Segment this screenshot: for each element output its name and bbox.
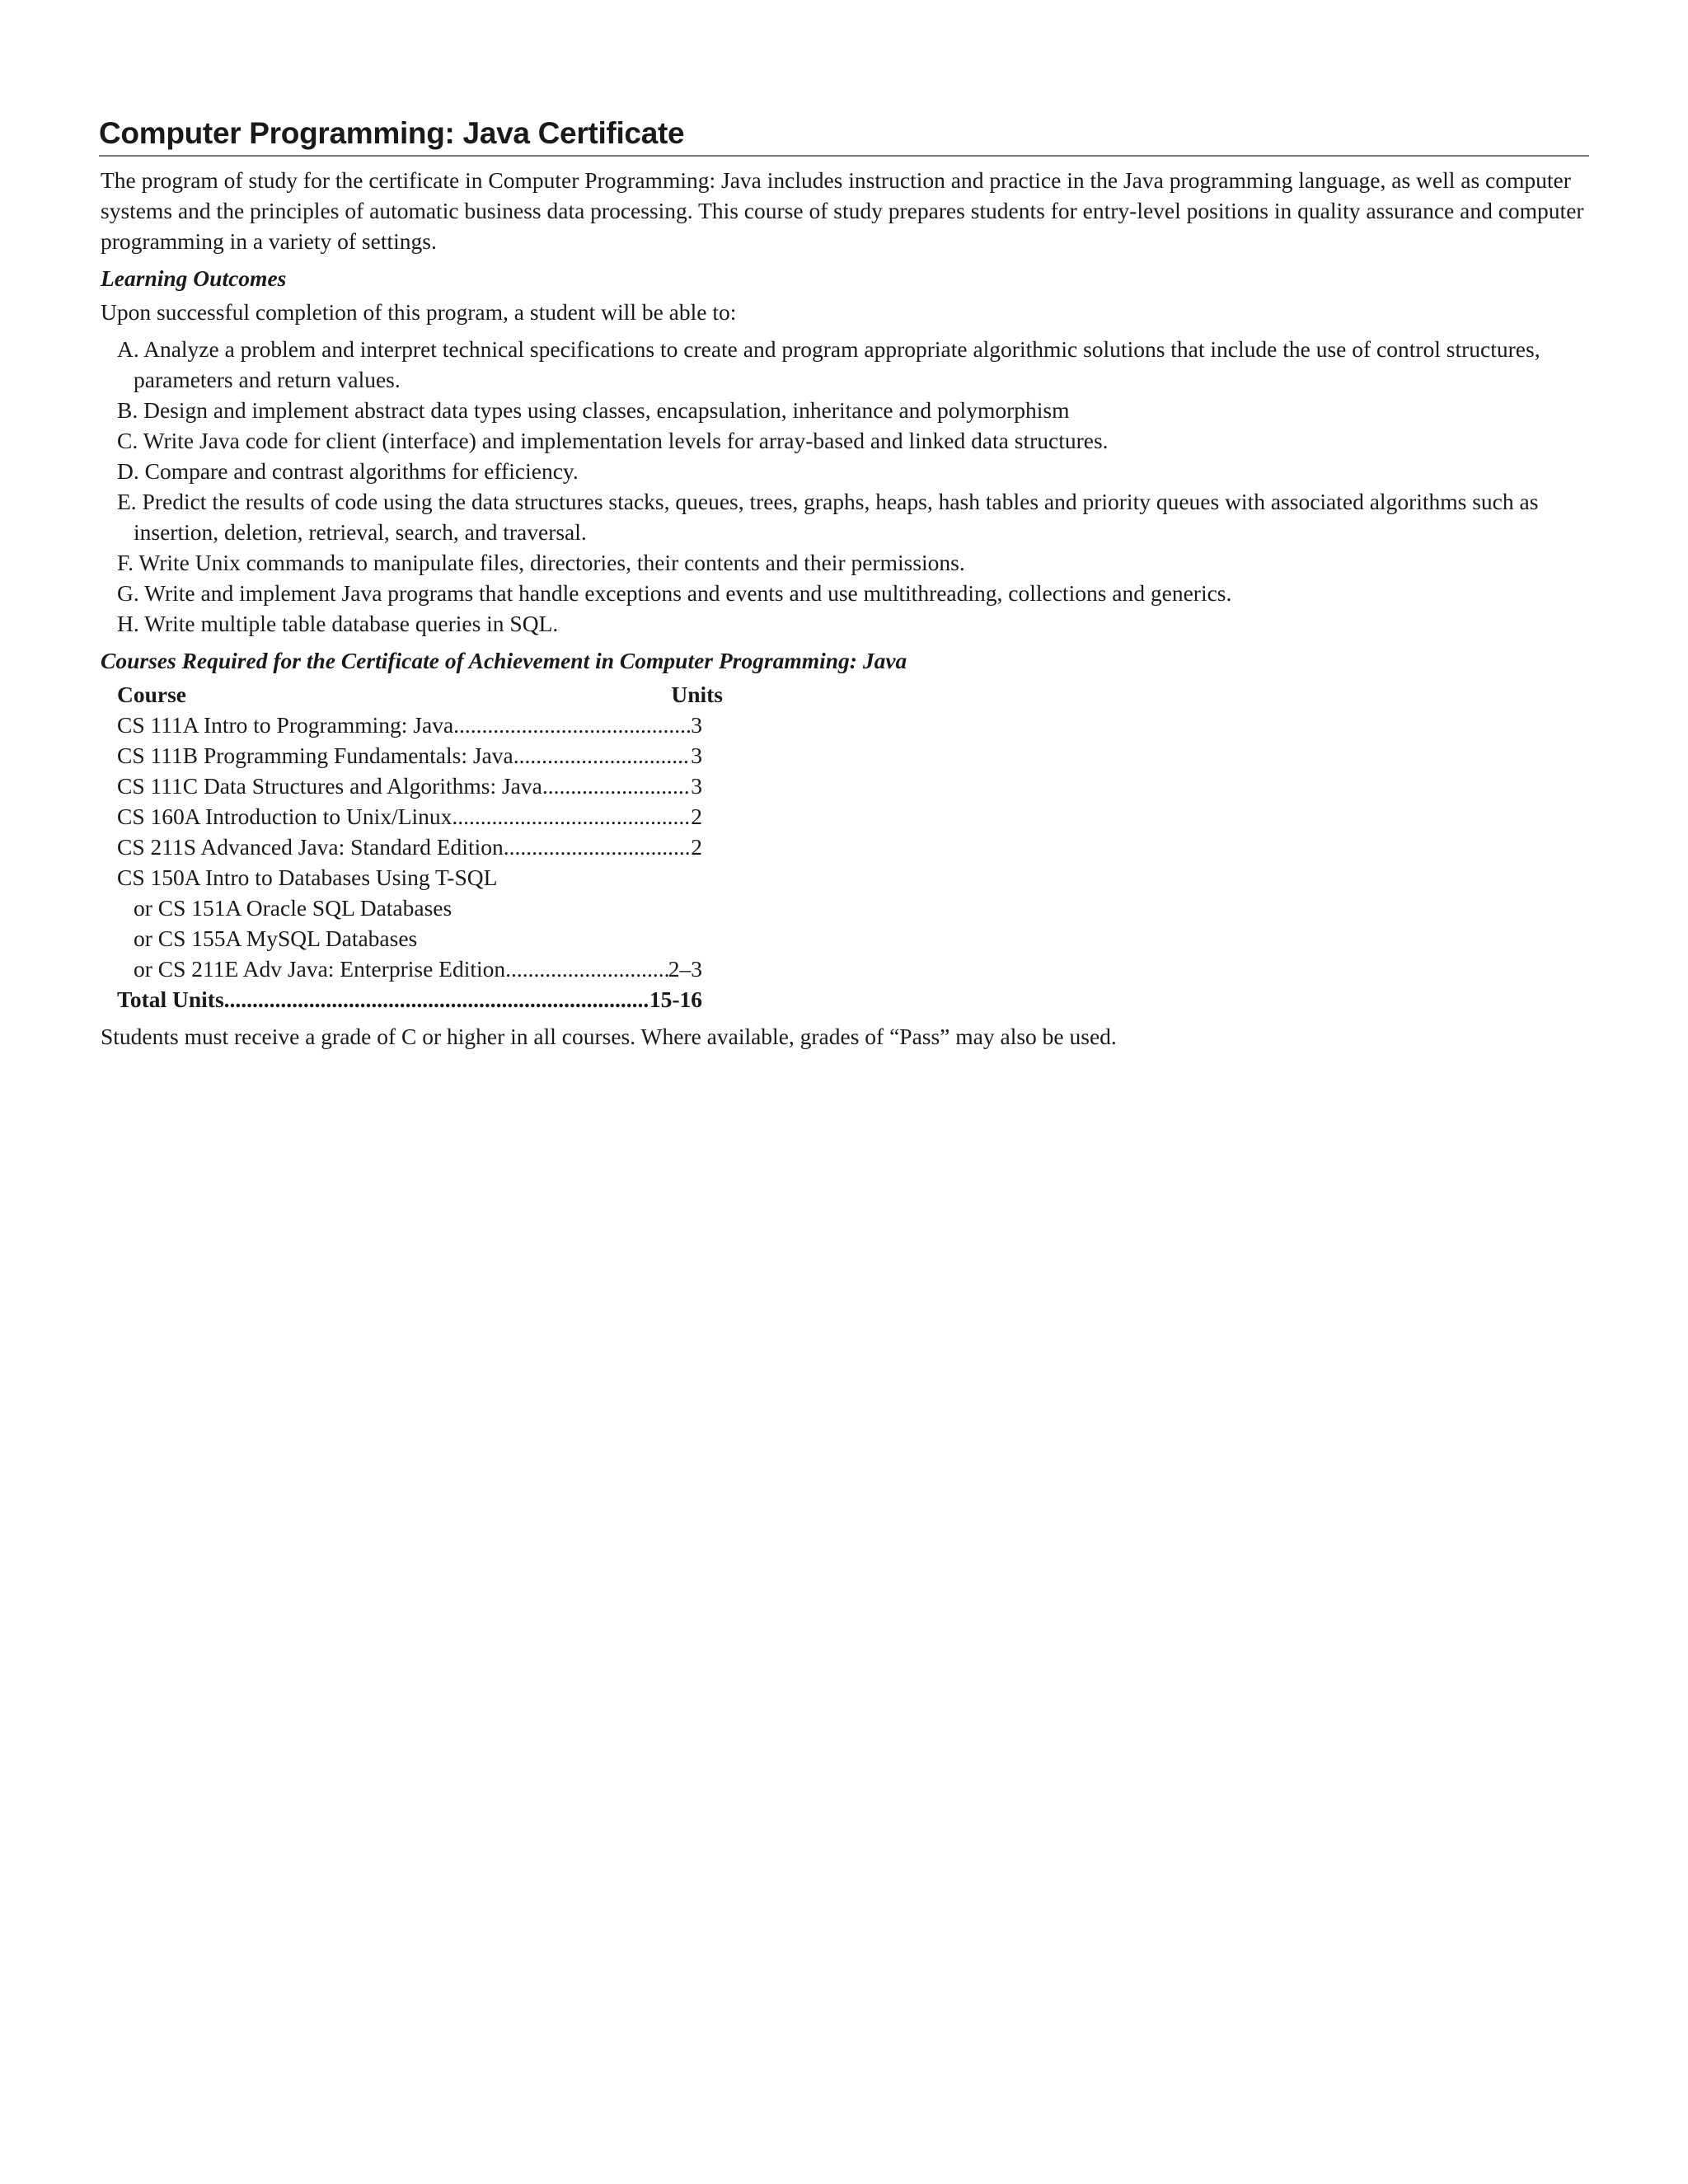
course-units: 2 [691, 834, 702, 860]
course-units: 3 [691, 773, 702, 799]
units-column-header: Units [671, 682, 723, 707]
course-option-first: CS 150A Intro to Databases Using T-SQL [117, 865, 498, 890]
total-units-row [117, 984, 702, 1015]
course-name: CS 111C Data Structures and Algorithms: Java [117, 773, 542, 799]
course-option-alternative: or CS 155A MySQL Databases [134, 926, 418, 951]
dot-leader [513, 740, 692, 771]
course-name: CS 160A Introduction to Unix/Linux [117, 804, 452, 829]
page-title: Computer Programming: Java Certificate [99, 114, 1589, 157]
outcome-item: C. Write Java code for client (interface) and implementation levels for array-based and linked data structures. [117, 428, 1109, 453]
course-option-alternative: or CS 211E Adv Java: Enterprise Edition [134, 956, 506, 982]
course-units: 3 [691, 743, 702, 768]
dot-leader [505, 954, 668, 984]
course-row [117, 710, 702, 740]
courses-table-header [117, 679, 723, 710]
outcome-item: E. Predict the results of code using the data structures stacks, queues, trees, graphs, heaps, hash tables and priority queues with associated algorithms such as insertion, deletion, retrieval, search, and traversal. [117, 489, 1539, 545]
course-option-alternative: or CS 151A Oracle SQL Databases [134, 895, 452, 921]
document-page [99, 114, 1589, 1052]
outcome-item: A. Analyze a problem and interpret technical specifications to create and program appropriate algorithmic solutions that include the use of control structures, parameters and return values. [117, 336, 1540, 392]
course-units: 3 [691, 712, 702, 738]
outcome-item: B. Design and implement abstract data types using classes, encapsulation, inheritance and polymorphism [117, 397, 1070, 423]
courses-heading: Courses Required for the Certificate of Achievement in Computer Programming: Java [101, 648, 907, 673]
course-row [117, 740, 702, 771]
course-name: CS 111B Programming Fundamentals: Java [117, 743, 513, 768]
dot-leader [452, 801, 691, 832]
outcome-item: H. Write multiple table database queries in SQL. [117, 611, 559, 636]
dot-leader [504, 832, 692, 862]
dot-leader [224, 984, 649, 1015]
course-column-header: Course [117, 682, 187, 707]
learning-outcomes-list [99, 334, 1589, 639]
course-units: 2–3 [668, 956, 702, 982]
dot-leader [542, 771, 691, 801]
courses-table [117, 679, 723, 1015]
course-row [117, 771, 702, 801]
course-row [117, 801, 702, 832]
course-name: CS 211S Advanced Java: Standard Edition [117, 834, 504, 860]
course-name: CS 111A Intro to Programming: Java [117, 712, 454, 738]
course-row [117, 832, 702, 862]
course-units: 2 [691, 804, 702, 829]
outcome-item: F. Write Unix commands to manipulate files, directories, their contents and their permissions. [117, 550, 965, 575]
program-description: The program of study for the certificate in Computer Programming: Java includes instruction and practice in the Java programming language, as well as computer systems and the principles of automatic business data processing. This course of study prepares students for entry-level positions in quality assurance and computer programming in a variety of settings. [101, 167, 1584, 254]
dot-leader [453, 710, 691, 740]
outcome-item: D. Compare and contrast algorithms for efficiency. [117, 458, 579, 484]
learning-outcomes-lead: Upon successful completion of this program, a student will be able to: [101, 299, 737, 325]
total-units-label: Total Units [117, 987, 224, 1012]
course-row [117, 954, 702, 984]
outcome-item: G. Write and implement Java programs that handle exceptions and events and use multithreading, collections and generics. [117, 580, 1232, 606]
learning-outcomes-heading: Learning Outcomes [101, 265, 287, 291]
grade-requirement-note: Students must receive a grade of C or higher in all courses. Where available, grades of “Pass” may also be used. [101, 1024, 1117, 1049]
total-units-value: 15-16 [649, 987, 702, 1012]
